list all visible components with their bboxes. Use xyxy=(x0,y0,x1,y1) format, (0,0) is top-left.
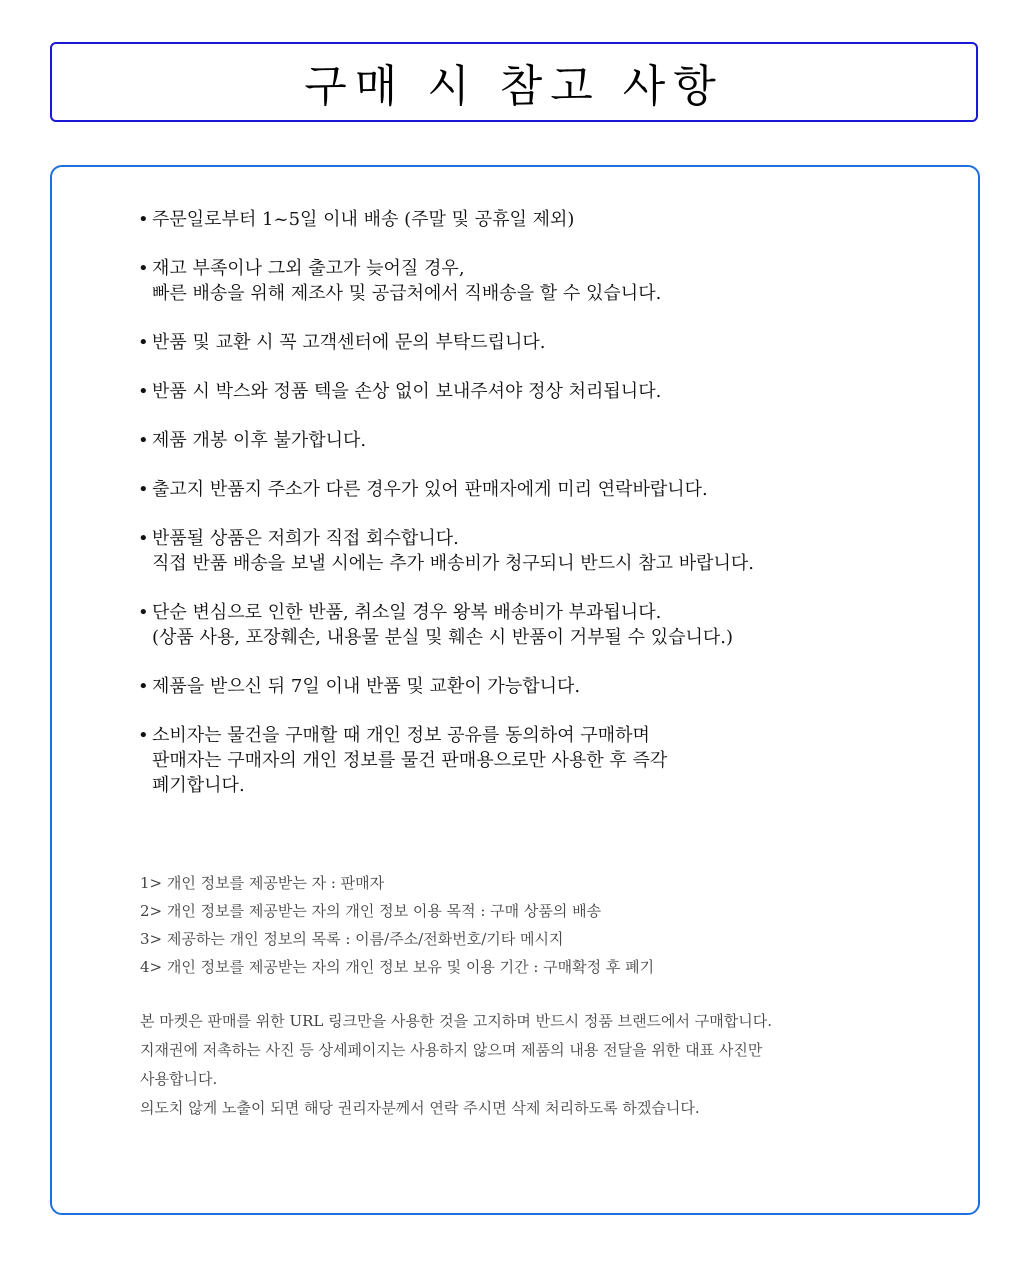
note-text: (상품 사용, 포장훼손, 내용물 분실 및 훼손 시 반품이 거부될 수 있습니다.) xyxy=(152,627,734,648)
note-item xyxy=(140,428,940,453)
note-text: • 반품될 상품은 저희가 직접 회수합니다. xyxy=(152,528,459,549)
privacy-info xyxy=(140,869,940,981)
note-text: • 단순 변심으로 인한 반품, 취소일 경우 왕복 배송비가 부과됩니다. xyxy=(152,602,662,623)
notes-list xyxy=(140,207,940,822)
note-text: • 주문일로부터 1~5일 이내 배송 (주말 및 공휴일 제외) xyxy=(152,209,575,230)
disclaimer xyxy=(140,1007,940,1123)
note-item xyxy=(140,330,940,355)
note-item xyxy=(140,256,940,306)
note-text: • 제품 개봉 이후 불가합니다. xyxy=(152,430,367,451)
page-title: 구매 시 참고 사항 xyxy=(304,61,724,112)
disclaimer-line: 사용합니다. xyxy=(140,1070,218,1088)
note-item xyxy=(140,207,940,232)
privacy-info-line: 2> 개인 정보를 제공받는 자의 개인 정보 이용 목적 : 구매 상품의 배송 xyxy=(140,902,602,920)
privacy-info-line: 1> 개인 정보를 제공받는 자 : 판매자 xyxy=(140,874,385,892)
note-item xyxy=(140,477,940,502)
note-text: • 재고 부족이나 그외 출고가 늦어질 경우, xyxy=(152,258,465,279)
note-item xyxy=(140,723,940,798)
note-text: 빠른 배송을 위해 제조사 및 공급처에서 직배송을 할 수 있습니다. xyxy=(152,283,662,304)
disclaimer-line: 의도치 않게 노출이 되면 해당 권리자분께서 연락 주시면 삭제 처리하도록 하겠습니다. xyxy=(140,1099,700,1117)
note-text: • 출고지 반품지 주소가 다른 경우가 있어 판매자에게 미리 연락바랍니다. xyxy=(152,479,708,500)
notice-panel xyxy=(50,165,980,1215)
note-text: 판매자는 구매자의 개인 정보를 물건 판매용으로만 사용한 후 즉각 xyxy=(152,750,668,771)
note-text: 폐기합니다. xyxy=(152,775,245,796)
note-text: • 반품 및 교환 시 꼭 고객센터에 문의 부탁드립니다. xyxy=(152,332,546,353)
disclaimer-line: 본 마켓은 판매를 위한 URL 링크만을 사용한 것을 고지하며 반드시 정품 브랜드에서 구매합니다. xyxy=(140,1012,773,1030)
note-item xyxy=(140,379,940,404)
note-item xyxy=(140,526,940,576)
privacy-info-line: 4> 개인 정보를 제공받는 자의 개인 정보 보유 및 이용 기간 : 구매확정 후 폐기 xyxy=(140,958,655,976)
note-item xyxy=(140,674,940,699)
note-text: • 소비자는 물건을 구매할 때 개인 정보 공유를 동의하여 구매하며 xyxy=(152,725,650,746)
disclaimer-line: 지재권에 저촉하는 사진 등 상세페이지는 사용하지 않으며 제품의 내용 전달을 위한 대표 사진만 xyxy=(140,1041,763,1059)
note-text: • 제품을 받으신 뒤 7일 이내 반품 및 교환이 가능합니다. xyxy=(152,676,581,697)
privacy-info-line: 3> 제공하는 개인 정보의 목록 : 이름/주소/전화번호/기타 메시지 xyxy=(140,930,564,948)
title-banner xyxy=(50,42,978,122)
note-text: 직접 반품 배송을 보낼 시에는 추가 배송비가 청구되니 반드시 참고 바랍니다. xyxy=(152,553,754,574)
note-text: • 반품 시 박스와 정품 텍을 손상 없이 보내주셔야 정상 처리됩니다. xyxy=(152,381,662,402)
note-item xyxy=(140,600,940,650)
